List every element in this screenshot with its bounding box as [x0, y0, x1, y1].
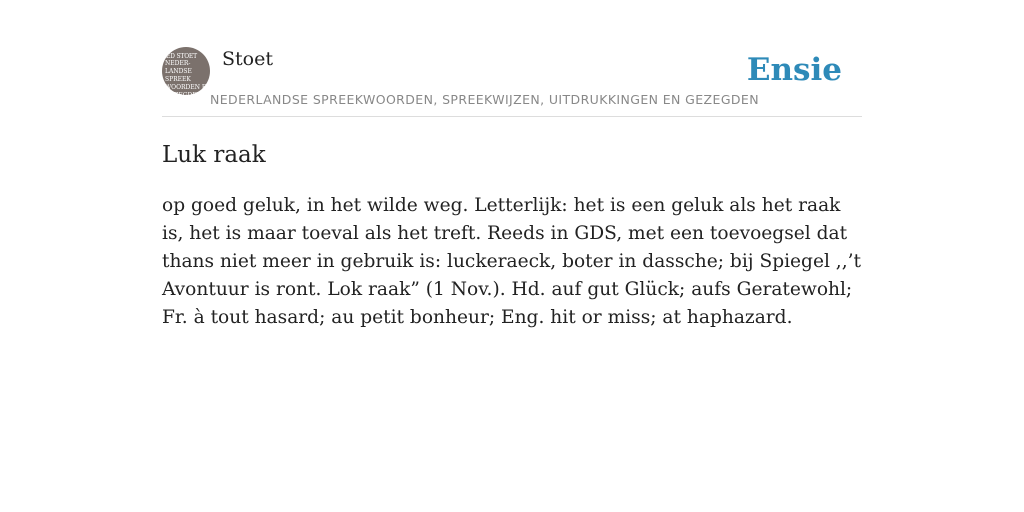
avatar-line: GEZEGDEN: [165, 92, 202, 99]
entry-definition: op goed geluk, in het wilde weg. Letterlijk: het is een geluk als het raak is, het is maar toeval als het treft. Reeds in GDS, met een toevoegsel dat thans niet meer in gebruik is: luckeraeck, boter in dassche; bij Spiegel ,,’t Avontuur is ront. Lok raak” (1 Nov.). Hd. auf gut Glück; aufs Geratewohl; Fr. à tout hasard; au petit bonheur; Eng. hit or miss; at haphazard.: [162, 195, 862, 328]
avatar-lines: [165, 60, 212, 100]
source-subtitle[interactable]: NEDERLANDSE SPREEKWOORDEN, SPREEKWIJZEN, UITDRUKKINGEN EN GEZEGDEN: [210, 92, 759, 107]
avatar-line: NEDER-: [165, 60, 191, 67]
avatar-top-text: ED STOET: [166, 53, 197, 60]
entry-title: Luk raak: [162, 142, 266, 168]
header: [162, 46, 862, 117]
avatar-line: SPREEK: [165, 76, 191, 83]
ensie-logo[interactable]: Ensie: [746, 52, 842, 88]
author-name[interactable]: Stoet: [222, 48, 273, 70]
avatar-line: WOORDEN EN: [165, 84, 212, 91]
avatar-line: LANDSE: [165, 68, 192, 75]
author-avatar[interactable]: [162, 47, 212, 99]
